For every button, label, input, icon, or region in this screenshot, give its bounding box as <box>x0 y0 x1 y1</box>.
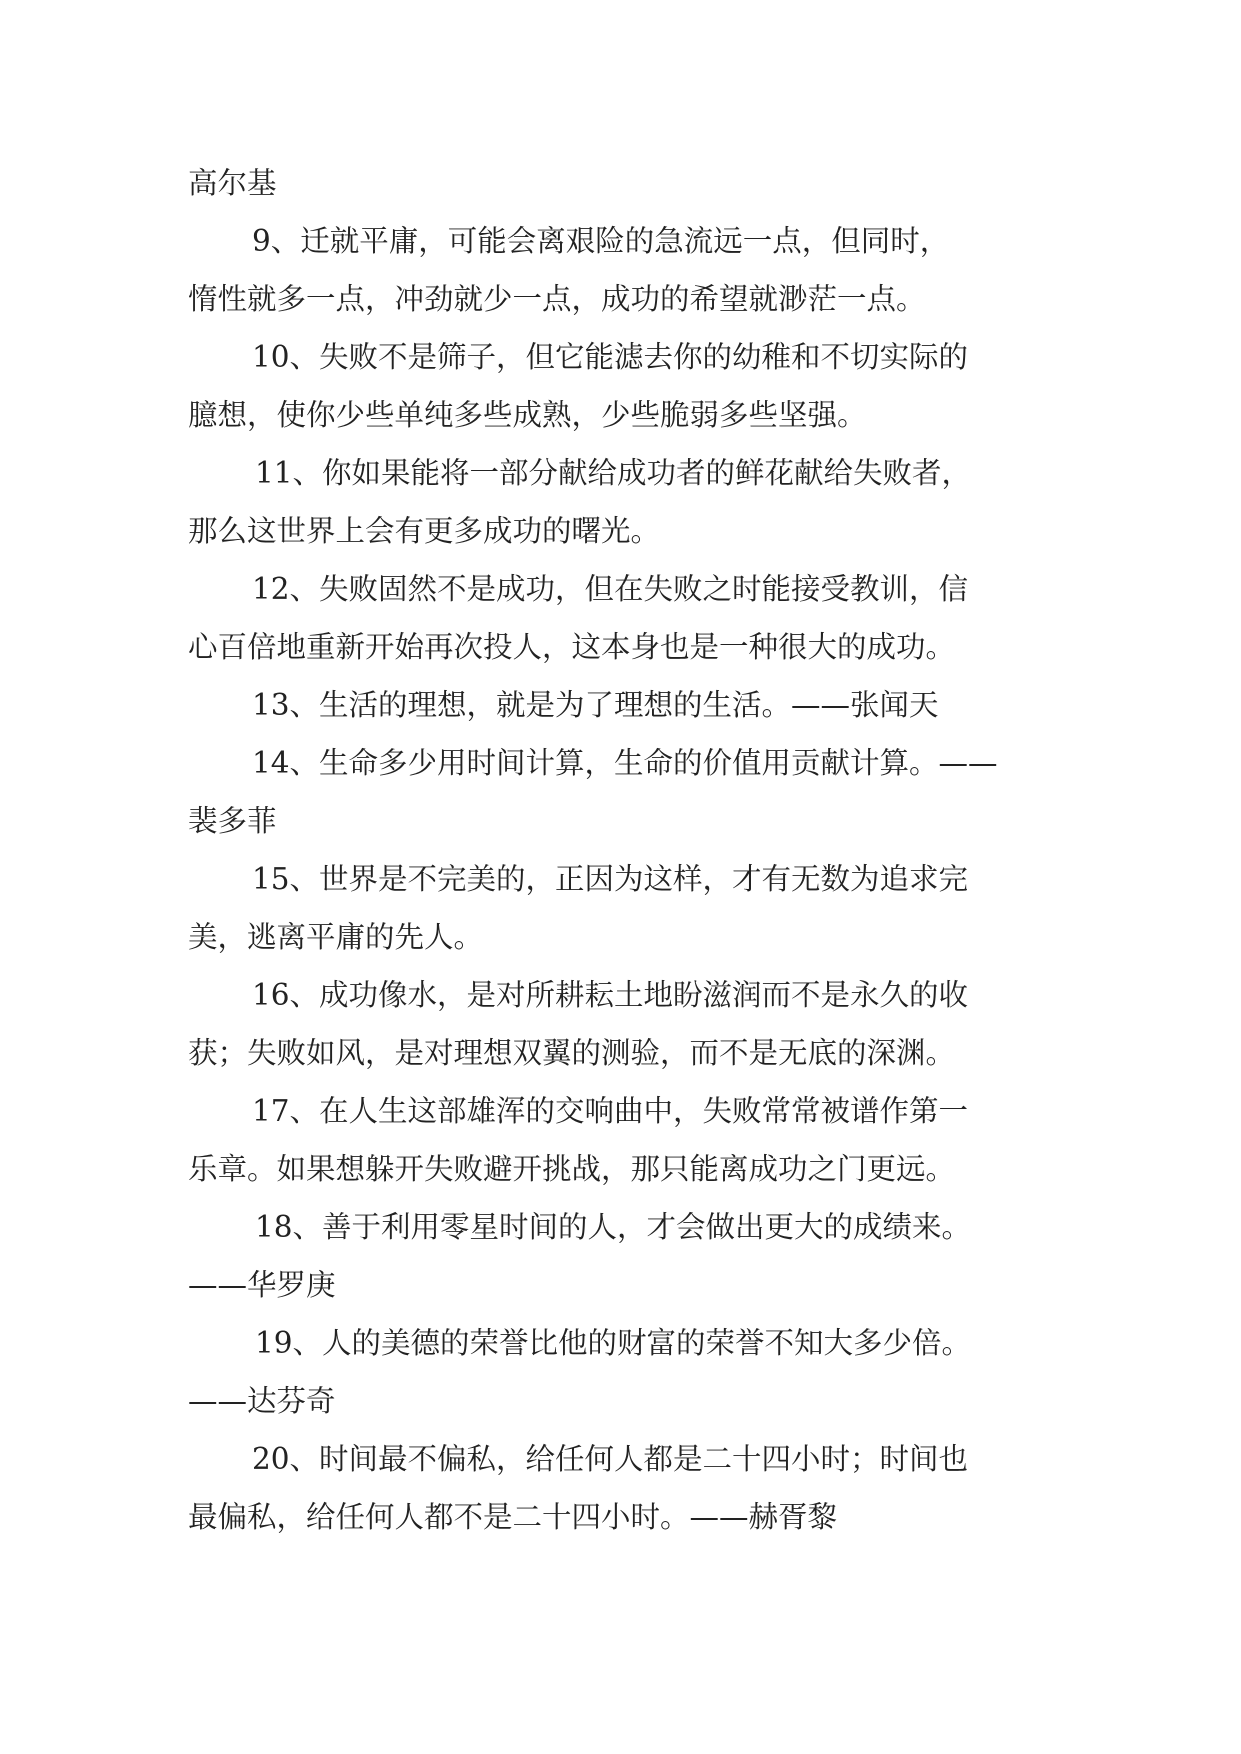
text-line: 20、时间最不偏私，给任何人都是二十四小时；时间也 <box>252 1442 969 1476</box>
text-line: 最偏私，给任何人都不是二十四小时。——赫胥黎 <box>188 1500 838 1534</box>
text-line: 乐章。如果想躲开失败避开挑战，那只能离成功之门更远。 <box>188 1152 956 1186</box>
text-line: 10、失败不是筛子，但它能滤去你的幼稚和不切实际的 <box>252 340 969 374</box>
text-line: 15、世界是不完美的，正因为这样，才有无数为追求完 <box>252 862 969 896</box>
text-line: 18、善于利用零星时间的人，才会做出更大的成绩来。 <box>255 1210 972 1244</box>
text-line: 16、成功像水，是对所耕耘土地盼滋润而不是永久的收 <box>252 978 969 1012</box>
text-line: 惰性就多一点，冲劲就少一点，成功的希望就渺茫一点。 <box>188 282 926 316</box>
text-line: 美，逃离平庸的先人。 <box>188 920 484 954</box>
text-line: 19、人的美德的荣誉比他的财富的荣誉不知大多少倍。 <box>255 1326 972 1360</box>
text-line: 14、生命多少用时间计算，生命的价值用贡献计算。—— <box>252 746 998 780</box>
text-line: ——华罗庚 <box>188 1268 336 1302</box>
text-line: 心百倍地重新开始再次投人，这本身也是一种很大的成功。 <box>188 630 956 664</box>
text-line: 17、在人生这部雄浑的交响曲中，失败常常被谱作第一 <box>252 1094 969 1128</box>
text-line: 裴多菲 <box>188 804 277 838</box>
text-line: ——达芬奇 <box>188 1384 336 1418</box>
text-line: 9、迁就平庸，可能会离艰险的急流远一点，但同时， <box>252 224 950 258</box>
text-line: 获；失败如风，是对理想双翼的测验，而不是无底的深渊。 <box>188 1036 956 1070</box>
text-line: 高尔基 <box>188 166 277 200</box>
text-line: 12、失败固然不是成功，但在失败之时能接受教训，信 <box>252 572 969 606</box>
text-line: 11、你如果能将一部分献给成功者的鲜花献给失败者， <box>255 456 972 490</box>
text-line: 臆想，使你少些单纯多些成熟，少些脆弱多些坚强。 <box>188 398 867 432</box>
text-line: 那么这世界上会有更多成功的曙光。 <box>188 514 661 548</box>
text-line: 13、生活的理想，就是为了理想的生活。——张闻天 <box>252 688 939 722</box>
